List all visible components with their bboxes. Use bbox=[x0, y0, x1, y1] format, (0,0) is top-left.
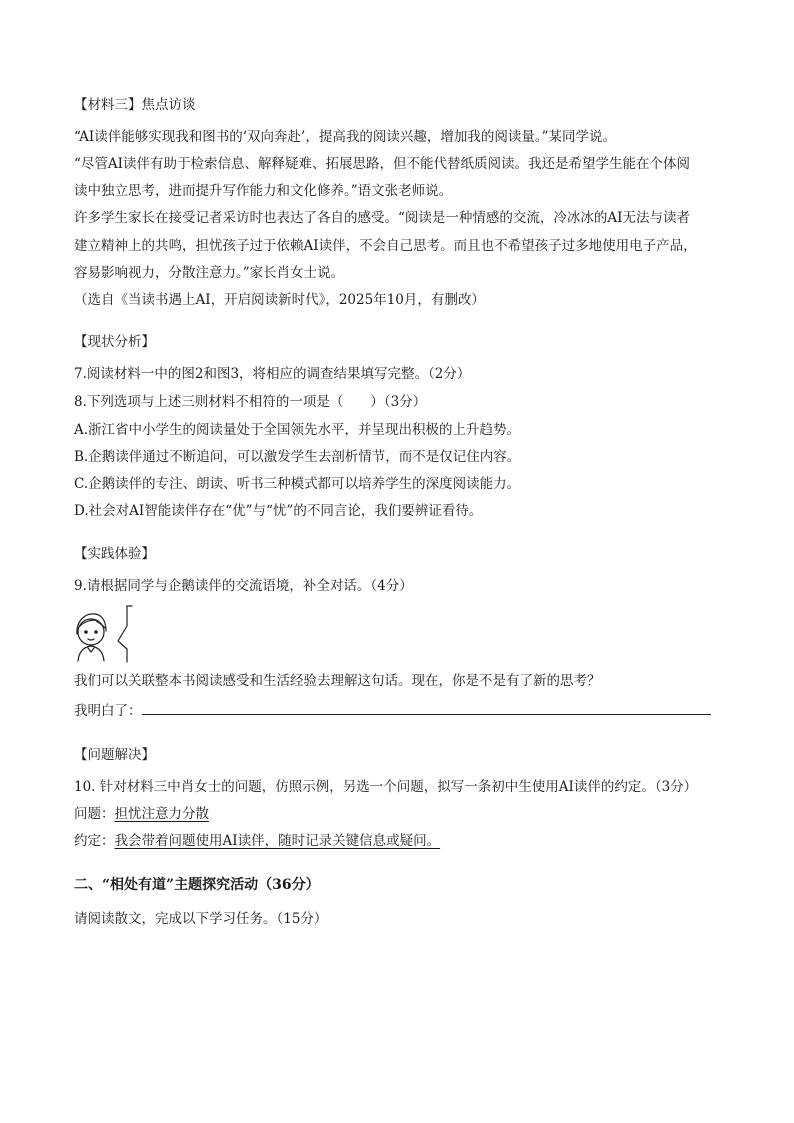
material3-para1: “AI读伴能够实现我和图书的‘双向奔赴’，提高我的阅读兴趣，增加我的阅读量。”某同学说。 bbox=[74, 129, 616, 145]
problem-value: 担忧注意力分散 bbox=[114, 806, 209, 822]
practice-heading: 【实践体验】 bbox=[74, 546, 155, 562]
solve-heading: 【问题解决】 bbox=[74, 747, 155, 763]
question-7: 7.阅读材料一中的图2和图3，将相应的调查结果填写完整。（2分） bbox=[74, 366, 471, 382]
section2-title: 二、“相处有道”主题探究活动（36分） bbox=[74, 877, 320, 893]
option-b: B.企鹅读伴通过不断追问，可以激发学生去剖析情节，而不是仅记住内容。 bbox=[74, 449, 521, 465]
material3-para3-line3: 容易影响视力，分散注意力。”家长肖女士说。 bbox=[74, 265, 345, 281]
rule-row bbox=[74, 832, 440, 850]
material3-para2-line2: 读中独立思考，进而提升写作能力和文化修养。”语文张老师说。 bbox=[74, 183, 453, 199]
answer-label: 我明白了： bbox=[74, 703, 142, 719]
answer-row bbox=[74, 700, 711, 720]
analysis-heading: 【现状分析】 bbox=[74, 334, 155, 350]
student-cartoon-figure bbox=[72, 604, 134, 664]
rule-label: 约定： bbox=[74, 833, 115, 849]
answer-blank-1[interactable] bbox=[142, 700, 389, 715]
answer-blank-2[interactable] bbox=[389, 700, 711, 715]
option-c: C.企鹅读伴的专注、朗读、听书三种模式都可以培养学生的深度阅读能力。 bbox=[74, 476, 521, 492]
dialog-line: 我们可以关联整本书阅读感受和生活经验去理解这句话。现在，你是不是有了新的思考？ bbox=[74, 673, 601, 689]
option-d: D.社会对AI智能读伴存在“优”与“忧”的不同言论，我们要辨证看待。 bbox=[74, 503, 483, 519]
question-8: 8.下列选项与上述三则材料不相符的一项是（ ）（3分） bbox=[74, 394, 427, 410]
question-10: 10. 针对材料三中肖女士的问题，仿照示例，另选一个问题，拟写一条初中生使用AI读伴的约定。（3分） bbox=[74, 779, 698, 795]
material3-para3-line1: 许多学生家长在接受记者采访时也表达了各自的感受。“阅读是一种情感的交流，冷冰冰的AI无法与读者 bbox=[74, 210, 690, 226]
problem-label: 问题： bbox=[74, 806, 115, 822]
section2-instruction: 请阅读散文，完成以下学习任务。（15分） bbox=[74, 911, 328, 927]
material3-source: （选自《当读书遇上AI，开启阅读新时代》，2025年10月，有删改） bbox=[74, 292, 485, 308]
material3-heading: 【材料三】焦点访谈 bbox=[74, 97, 196, 113]
option-a: A.浙江省中小学生的阅读量处于全国领先水平，并呈现出积极的上升趋势。 bbox=[74, 422, 521, 438]
material3-para3-line2: 建立精神上的共鸣，担忧孩子过于依赖AI读伴，不会自己思考。而且也不希望孩子过多地使用电子产品， bbox=[74, 238, 697, 254]
rule-value: 我会带着问题使用AI读伴，随时记录关键信息或疑问。 bbox=[114, 833, 441, 849]
problem-row bbox=[74, 805, 209, 823]
material3-para2-line1: “尽管AI读伴有助于检索信息、解释疑难、拓展思路，但不能代替纸质阅读。我还是希望学生能在个体阅 bbox=[74, 156, 690, 172]
question-9: 9.请根据同学与企鹅读伴的交流语境，补全对话。（4分） bbox=[74, 578, 413, 594]
